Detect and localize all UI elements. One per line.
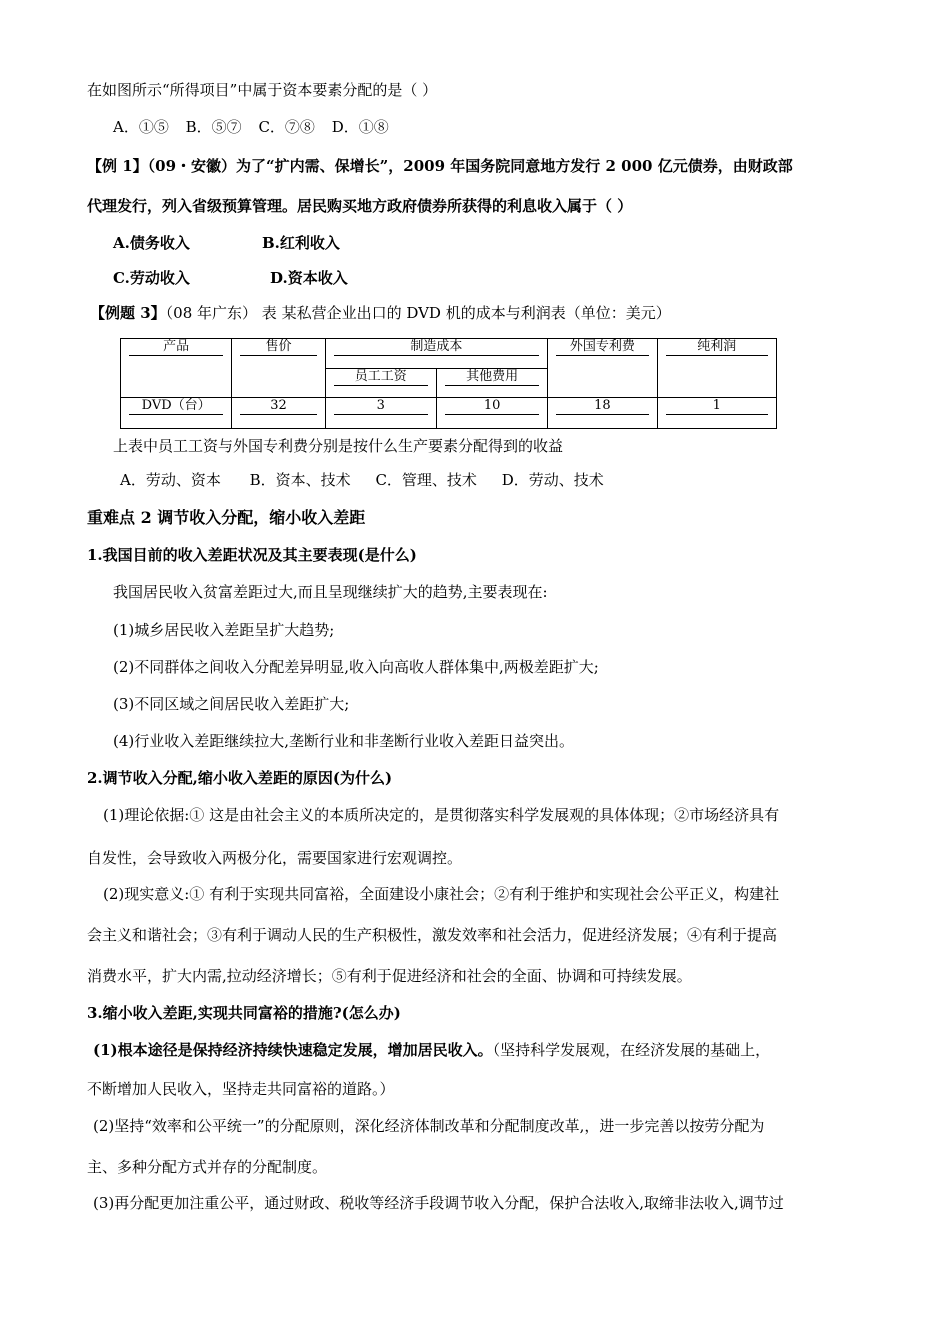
cost-profit-table xyxy=(120,338,777,429)
cell-profit: 1 xyxy=(657,398,776,429)
example3-option-d: D．劳动、技术 xyxy=(501,471,604,489)
measure-3-line-1: (3)再分配更加注重公平，通过财政、税收等经济手段调节收入分配，保护合法收入,取缔非法收入,调节过 xyxy=(93,1194,784,1212)
header-price: 售价 xyxy=(232,339,325,398)
example1-line1 xyxy=(87,156,793,176)
theory-line-1: (1)理论依据:① 这是由社会主义的本质所决定的，是贯彻落实科学发展观的具体体现；②市场经济具有 xyxy=(103,806,780,824)
header-other: 其他费用 xyxy=(436,368,547,398)
question-options xyxy=(113,117,389,137)
subheading-3: 3.缩小收入差距,实现共同富裕的措施?(怎么办) xyxy=(87,1004,401,1022)
cell-other: 10 xyxy=(436,398,547,429)
reality-line-1: (2)现实意义:① 有利于实现共同富裕，全面建设小康社会；②有利于维护和实现社会公平正义，构建社 xyxy=(103,885,780,903)
example1-option-a: A.债务收入 xyxy=(113,234,190,252)
example1-line2: 代理发行，列入省级预算管理。居民购买地方政府债券所获得的利息收入属于（ ） xyxy=(87,197,633,215)
measure-2-line-2: 主、多种分配方式并存的分配制度。 xyxy=(87,1158,328,1176)
header-profit: 纯利润 xyxy=(657,339,776,398)
option-d: D．①⑧ xyxy=(331,118,389,136)
reality-line-3: 消费水平，扩大内需,拉动经济增长；⑤有利于促进经济和社会的全面、协调和可持续发展。 xyxy=(87,967,692,985)
option-c: C．⑦⑧ xyxy=(258,118,315,136)
option-a: A．①⑤ xyxy=(113,118,169,136)
theory-line-2: 自发性，会导致收入两极分化，需要国家进行宏观调控。 xyxy=(87,849,463,867)
header-wage: 员工工资 xyxy=(325,368,436,398)
cell-product: DVD（台） xyxy=(121,398,232,429)
list-item: (4)行业收入差距继续拉大,垄断行业和非垄断行业收入差距日益突出。 xyxy=(113,732,575,750)
example3-options xyxy=(120,470,604,490)
question-intro: 在如图所示“所得项目”中属于资本要素分配的是（ ） xyxy=(87,81,438,99)
header-patent: 外国专利费 xyxy=(548,339,657,398)
measure-2-line-1: (2)坚持“效率和公平统一”的分配原则，深化经济体制改革和分配制度改革,，进一步完善以按劳分配为 xyxy=(93,1117,765,1135)
example1-option-d: D.资本收入 xyxy=(270,269,348,287)
measure-1-bold: (1)根本途径是保持经济持续快速稳定发展，增加居民收入。 xyxy=(93,1041,493,1059)
table-row xyxy=(121,398,777,429)
example1-text1: （09・安徽）为了“扩内需、保增长”，2009 年国务院同意地方发行 2 000 亿元债券，由财政部 xyxy=(147,157,793,175)
example3-option-a: A．劳动、资本 xyxy=(120,471,221,489)
example3-option-b: B．资本、技术 xyxy=(249,471,351,489)
example3-question: 上表中员工工资与外国专利费分别是按什么生产要素分配得到的收益 xyxy=(113,437,564,455)
measure-1-line-1 xyxy=(93,1040,770,1060)
header-cost: 制造成本 xyxy=(325,339,548,369)
subheading-2: 2.调节收入分配,缩小收入差距的原因(为什么) xyxy=(87,769,393,787)
option-b: B．⑤⑦ xyxy=(185,118,242,136)
example3-header xyxy=(90,303,671,323)
cell-wage: 3 xyxy=(325,398,436,429)
header-product: 产品 xyxy=(121,339,232,398)
example1-option-b: B.红利收入 xyxy=(262,234,340,252)
example1-option-c: C.劳动收入 xyxy=(113,269,190,287)
cell-price: 32 xyxy=(232,398,325,429)
measure-1-line-2: 不断增加人民收入，坚持走共同富裕的道路。） xyxy=(87,1080,395,1098)
subheading-1: 1.我国目前的收入差距状况及其主要表现(是什么) xyxy=(87,546,417,564)
cell-patent: 18 xyxy=(548,398,657,429)
list-item: (3)不同区域之间居民收入差距扩大; xyxy=(113,695,350,713)
list-item: (1)城乡居民收入差距呈扩大趋势; xyxy=(113,621,335,639)
example3-tag: 【例题 3】 xyxy=(90,304,166,322)
measure-1-rest: （坚持科学发展观，在经济发展的基础上， xyxy=(492,1041,771,1059)
list-item: (2)不同群体之间收入分配差异明显,收入向高收人群体集中,两极差距扩大; xyxy=(113,658,599,676)
paragraph-1: 我国居民收入贫富差距过大,而且呈现继续扩大的趋势,主要表现在: xyxy=(113,583,548,601)
example3-text: （08 年广东） 表 某私营企业出口的 DVD 机的成本与利润表（单位：美元） xyxy=(165,304,671,322)
section-heading: 重难点 2 调节收入分配，缩小收入差距 xyxy=(87,508,366,527)
example3-option-c: C．管理、技术 xyxy=(375,471,477,489)
reality-line-2: 会主义和谐社会；③有利于调动人民的生产积极性，激发效率和社会活力，促进经济发展；④有利于提高 xyxy=(87,926,778,944)
example1-tag: 【例 1】 xyxy=(87,157,148,175)
